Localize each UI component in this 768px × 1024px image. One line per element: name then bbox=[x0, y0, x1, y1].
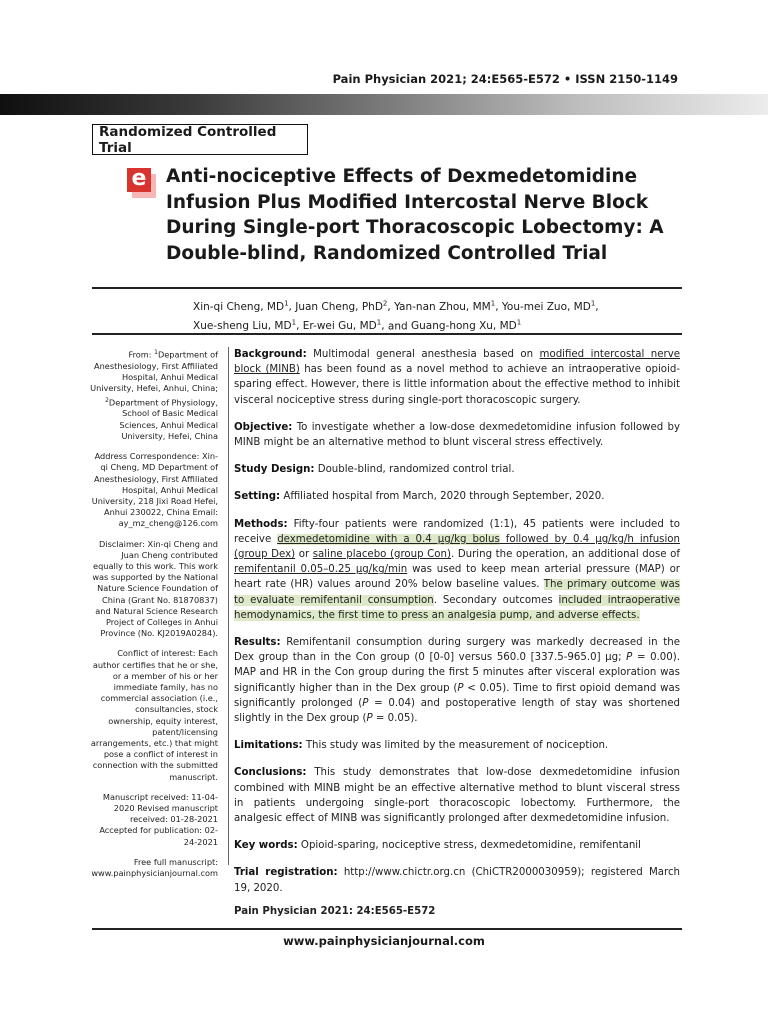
free-manuscript: Free full manuscript: www.painphysicianjournal.com bbox=[91, 856, 218, 878]
abstract-keywords: Key words: Opioid-sparing, nociceptive stress, dexmedetomidine, remifentanil bbox=[234, 840, 641, 852]
abstract-study-design: Study Design: Double-blind, randomized control trial. bbox=[234, 464, 515, 476]
abstract-setting: Setting: Affiliated hospital from March, 2020 through September, 2020. bbox=[234, 491, 605, 503]
abstract-trial-registration: Trial registration: http://www.chictr.org.cn (ChiCTR2000030959); registered March 19, 2020. bbox=[234, 867, 681, 894]
column-divider bbox=[228, 347, 229, 865]
author: Guang-hong Xu, $MD^1$ bbox=[411, 318, 522, 332]
article-type-box bbox=[92, 124, 308, 155]
abstract-limitations: Limitations: This study was limited by the measurement of nociception. bbox=[234, 740, 609, 752]
title-rule bbox=[92, 287, 682, 289]
abstract bbox=[234, 347, 680, 931]
author: Juan Cheng, PhD$^2$, bbox=[295, 299, 395, 313]
author-list bbox=[193, 295, 663, 334]
footer-url[interactable]: www.painphysicianjournal.com bbox=[283, 934, 485, 948]
header-gradient-bar bbox=[0, 94, 768, 115]
e-publication-icon: e bbox=[127, 168, 156, 197]
article-title: Anti-nociceptive Effects of Dexmedetomidine Infusion Plus Modified Intercostal Nerve Block During Single-port Thoracoscopic Lobectomy: A Double-blind, Randomized Controlled Trial bbox=[166, 166, 664, 264]
abstract-methods: Methods: Fifty-four patients were randomized (1:1), 45 patients were included to receive dexmedetomidine with a 0.4 μg/kg bolus followed by 0.4 μg/kg/h infusion (group Dex) or saline placebo (group Con). During the operation, an additional dose of remifentanil 0.05–0.25 μg/kg/min was used to keep mean arterial pressure (MAP) or heart rate (HR) values around 20% below baseline values. The primary outcome was to evaluate remifentanil consumption. Secondary outcomes included intraoperative hemodynamics, the first time to press an analgesia pump, and adverse effects. bbox=[234, 518, 680, 621]
abstract-results: Results: Remifentanil consumption during surgery was markedly decreased in the Dex group than in the Con group (0 [0-0] versus 560.0 [337.5-965.0] μg; P = 0.00). MAP and HR in the Con group during the first 5 minutes after visceral exploration was significantly higher than in the Dex group (P < 0.05). Time to first opioid demand was significantly prolonged (P = 0.04) and postoperative length of stay was shortened slightly in the Dex group (P = 0.05). bbox=[234, 637, 681, 725]
author-conjunction: and bbox=[387, 320, 408, 332]
article-type-label: Randomized Controlled Trial bbox=[99, 123, 277, 156]
manuscript-dates: Manuscript received: 11-04-2020 Revised manuscript received: 01-28-2021 Accepted for publication: 02-24-2021 bbox=[99, 791, 218, 847]
author: Er-wei Gu, $MD^1$, bbox=[302, 318, 388, 332]
sidebar-notes bbox=[90, 347, 218, 888]
abstract-objective: Objective: To investigate whether a low-dose dexmedetomidine infusion followed by MINB might be an alternative method to blunt visceral stress effectively. bbox=[234, 421, 680, 449]
journal-header: Pain Physician 2021; 24:E565-E572 • ISSN 2150-1149 bbox=[332, 72, 678, 86]
abstract-conclusions: Conclusions: This study demonstrates that low-dose dexmedetomidine infusion combined with MINB might be an effective alternative method to blunt visceral stress in patients undergoing single-port thoracoscopic lobectomy. Furthermore, the analgesic effect of MINB was significantly prolonged after dexmedetomidine infusion. bbox=[234, 767, 680, 825]
author: Yan-nan Zhou, $MM^1$, bbox=[394, 299, 502, 313]
author: Xin-qi Cheng, $MD^1$, bbox=[193, 299, 296, 313]
abstract-background: Background: Multimodal general anesthesia based on modified intercostal nerve block (MINB) has been found as a novel method to achieve an intraoperative opioid-sparing effect. However, there is little information about the effective method to inhibit visceral nociceptive stress during single-port thoracoscopic surgery. bbox=[234, 349, 681, 406]
affiliations: From: $^1$Department of Anesthesiology, First Affiliated Hospital, Anhui Medical University, Hefei, Anhui, China; $^2$Department of Physiology, School of Basic Medical Sciences, Anhui Medical University, Hefei, China bbox=[90, 349, 218, 441]
footer-rule bbox=[92, 928, 682, 930]
author: You-mei Zuo, $MD^1$, bbox=[501, 299, 599, 313]
disclaimer: Disclaimer: Xin-qi Cheng and Juan Cheng contributed equally to this work. This work was supported by the National Nature Science Foundation of China (Grant No. 81870837) and Natural Science Research Project of Colleges in Anhui Province (No. KJ2019A0284). bbox=[92, 538, 218, 639]
citation: Pain Physician 2021: 24:E565-E572 bbox=[234, 905, 436, 917]
conflict-of-interest: Conflict of interest: Each author certifies that he or she, or a member of his or her immediate family, has no commercial association (i.e., consultancies, stock ownership, equity interest, patent/licensing arrangements, etc.) that might pose a conflict of interest in connection with the submitted manuscript. bbox=[90, 648, 218, 782]
authors-rule bbox=[92, 333, 682, 335]
correspondence: Address Correspondence: Xin-qi Cheng, MD Department of Anesthesiology, First Affiliated Hospital, Anhui Medical University, 218 Jixi Road Hefei, Anhui 230022, China Email: ay_mz_cheng@126.com bbox=[91, 451, 218, 529]
author: Xue-sheng Liu, $MD^1$, bbox=[193, 318, 303, 332]
